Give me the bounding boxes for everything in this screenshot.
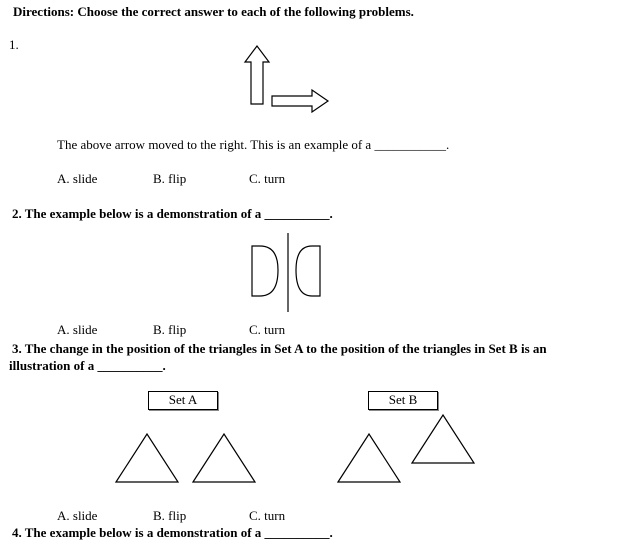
- q1-choice-c[interactable]: C. turn: [249, 171, 286, 186]
- q3-choice-c[interactable]: C. turn: [249, 508, 286, 523]
- q2-choice-b[interactable]: B. flip: [153, 322, 187, 337]
- q2-choice-c[interactable]: C. turn: [249, 322, 286, 337]
- q4-prompt: [12, 525, 333, 541]
- q3-choice-b[interactable]: B. flip: [153, 508, 187, 523]
- directions-text: Directions: Choose the correct answer to each of the following problems.: [13, 4, 414, 19]
- q1-number: 1.: [9, 37, 19, 52]
- q3-blank[interactable]: __________: [97, 358, 163, 373]
- right-arrow-figure: [272, 90, 328, 112]
- q2-prompt: [12, 206, 333, 222]
- q1-prompt-text: The above arrow moved to the right. This is an example of a: [57, 137, 372, 152]
- q3-line2: [9, 358, 166, 374]
- q1-choice-a[interactable]: A. slide: [57, 171, 98, 186]
- d-shape-left: [252, 246, 278, 296]
- set-b-triangle-1: [338, 434, 400, 482]
- q3-choice-a[interactable]: A. slide: [57, 508, 98, 523]
- set-a-triangle-1: [116, 434, 178, 482]
- q2-prompt-text: 2. The example below is a demonstration of a: [12, 206, 262, 221]
- set-a-triangle-2: [193, 434, 255, 482]
- set-b-label: Set B: [368, 391, 438, 410]
- q4-end: .: [329, 525, 333, 540]
- q2-choice-a[interactable]: A. slide: [57, 322, 98, 337]
- q4-prompt-text: 4. The example below is a demonstration of a: [12, 525, 262, 540]
- d-shape-reflected: [296, 246, 320, 296]
- q3-line1: 3. The change in the position of the triangles in Set A to the position of the triangles in Set B is an: [12, 341, 547, 356]
- q4-blank[interactable]: __________: [264, 525, 330, 540]
- q1-end: .: [445, 137, 450, 152]
- q2-end: .: [329, 206, 333, 221]
- set-a-label: Set A: [148, 391, 218, 410]
- up-arrow-figure: [245, 46, 269, 104]
- q3-end: .: [162, 358, 166, 373]
- q3-line2-text: illustration of a: [9, 358, 95, 373]
- q1-choice-b[interactable]: B. flip: [153, 171, 187, 186]
- q1-prompt: [57, 137, 449, 153]
- set-b-triangle-2: [412, 415, 474, 463]
- q1-blank[interactable]: ___________: [374, 137, 446, 152]
- q2-blank[interactable]: __________: [264, 206, 330, 221]
